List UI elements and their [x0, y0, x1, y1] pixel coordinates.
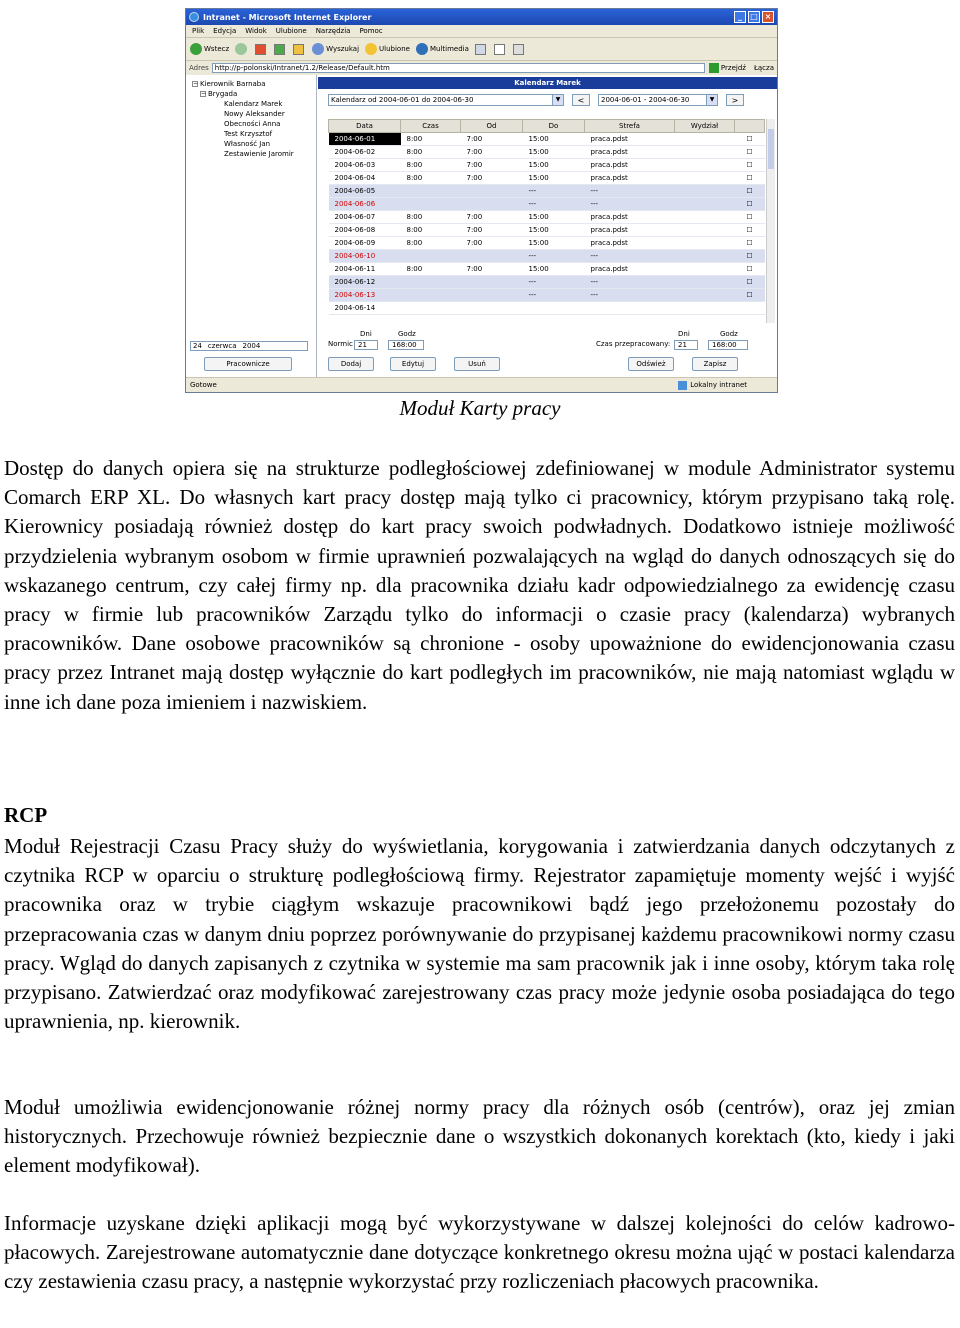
- norm-days-label: Dni: [360, 330, 372, 338]
- chevron-down-icon[interactable]: ▼: [706, 95, 717, 105]
- cell-time: [401, 289, 461, 302]
- cell-zone: praca.pdst: [585, 237, 675, 250]
- refresh-button[interactable]: [274, 44, 287, 55]
- toolbar: [186, 38, 777, 61]
- browser-screenshot: [185, 8, 778, 393]
- norm-hours-label: Godz: [398, 330, 416, 338]
- back-button[interactable]: Wstecz: [190, 43, 229, 55]
- table-row[interactable]: [329, 159, 765, 172]
- address-label: Adres: [189, 64, 209, 72]
- cell-date: 2004-06-10: [329, 250, 401, 263]
- cell-department: [675, 263, 735, 276]
- cell-to: ---: [523, 289, 585, 302]
- tree-item[interactable]: Obecności Anna: [224, 120, 281, 128]
- stop-button[interactable]: [255, 44, 268, 55]
- collapse-icon[interactable]: −: [193, 80, 199, 87]
- cell-date: 2004-06-11: [329, 263, 401, 276]
- date-picker[interactable]: [190, 341, 308, 351]
- search-icon: [312, 43, 324, 55]
- cell-time: [401, 276, 461, 289]
- table-row[interactable]: [329, 146, 765, 159]
- cell-time: 8:00: [401, 146, 461, 159]
- menu-edit[interactable]: Edycja: [213, 27, 237, 35]
- cell-department: [675, 289, 735, 302]
- row-checkbox[interactable]: ☐: [735, 146, 765, 159]
- menu-view[interactable]: Widok: [245, 27, 267, 35]
- address-bar: [186, 61, 777, 76]
- cell-department: [675, 133, 735, 146]
- search-button[interactable]: Wyszukaj: [312, 43, 359, 55]
- go-arrow-icon: [709, 63, 719, 73]
- table-row[interactable]: [329, 250, 765, 263]
- row-checkbox[interactable]: ☐: [735, 133, 765, 146]
- work-days-label: Dni: [678, 330, 690, 338]
- col-check: [735, 120, 765, 133]
- cell-date: 2004-06-05: [329, 185, 401, 198]
- go-button[interactable]: Przejdź: [709, 63, 746, 73]
- cell-department: [675, 211, 735, 224]
- cell-from: 7:00: [461, 133, 523, 146]
- cell-zone: praca.pdst: [585, 146, 675, 159]
- cell-time: 8:00: [401, 211, 461, 224]
- cell-from: 7:00: [461, 146, 523, 159]
- tree-item[interactable]: Zestawienie Jaromir: [224, 150, 294, 158]
- col-from[interactable]: Od: [461, 120, 523, 133]
- cell-department: [675, 250, 735, 263]
- cell-zone: ---: [585, 185, 675, 198]
- row-checkbox[interactable]: ☐: [735, 211, 765, 224]
- cell-from: [461, 185, 523, 198]
- forward-icon: [235, 43, 247, 55]
- employee-tree: [192, 79, 316, 159]
- cell-to: 15:00: [523, 159, 585, 172]
- cell-to: 15:00: [523, 211, 585, 224]
- row-checkbox[interactable]: ☐: [735, 159, 765, 172]
- cell-department: [675, 198, 735, 211]
- row-checkbox[interactable]: ☐: [735, 276, 765, 289]
- table-header: [329, 120, 765, 133]
- row-checkbox[interactable]: ☐: [735, 250, 765, 263]
- cell-zone: ---: [585, 198, 675, 211]
- links-label[interactable]: Łącza: [753, 64, 774, 72]
- action-buttons: [328, 357, 768, 371]
- status-text: Gotowe: [190, 381, 217, 389]
- cell-date: 2004-06-14: [329, 302, 401, 315]
- calendar-header: Kalendarz Marek: [318, 77, 777, 89]
- col-time[interactable]: Czas: [401, 120, 461, 133]
- zone-indicator: Lokalny intranet: [678, 381, 747, 390]
- cell-to: 15:00: [523, 263, 585, 276]
- row-checkbox[interactable]: ☐: [735, 237, 765, 250]
- cell-zone: praca.pdst: [585, 159, 675, 172]
- range-bar: [328, 93, 768, 107]
- cell-to: 15:00: [523, 224, 585, 237]
- menu-file[interactable]: Plik: [192, 27, 205, 35]
- scrollbar-thumb[interactable]: [768, 129, 774, 169]
- col-zone[interactable]: Strefa: [585, 120, 675, 133]
- cell-to: 15:00: [523, 146, 585, 159]
- norm-hours-field: 168:00: [388, 340, 424, 350]
- table-row[interactable]: [329, 198, 765, 211]
- table-row[interactable]: [329, 289, 765, 302]
- cell-date: 2004-06-12: [329, 276, 401, 289]
- cell-time: 8:00: [401, 172, 461, 185]
- employees-button[interactable]: Pracownicze: [204, 357, 292, 371]
- cell-date: 2004-06-04: [329, 172, 401, 185]
- cell-to: 15:00: [523, 133, 585, 146]
- date-day: 24: [193, 342, 202, 350]
- next-button[interactable]: >: [726, 94, 744, 106]
- cell-date: 2004-06-06: [329, 198, 401, 211]
- cell-from: 7:00: [461, 159, 523, 172]
- table-row[interactable]: [329, 276, 765, 289]
- row-checkbox[interactable]: ☐: [735, 198, 765, 211]
- tree-root[interactable]: − Kierownik Barnaba: [193, 80, 266, 88]
- chevron-down-icon[interactable]: ▼: [552, 95, 563, 105]
- save-button[interactable]: Zapisz: [692, 357, 738, 371]
- calendar-table: [328, 119, 765, 315]
- cell-department: [675, 237, 735, 250]
- cell-department: [675, 159, 735, 172]
- cell-to: ---: [523, 250, 585, 263]
- title-bar: [186, 9, 777, 25]
- cell-zone: ---: [585, 276, 675, 289]
- cell-time: [401, 185, 461, 198]
- row-checkbox[interactable]: ☐: [735, 172, 765, 185]
- row-checkbox[interactable]: ☐: [735, 185, 765, 198]
- cell-time: 8:00: [401, 159, 461, 172]
- tree-item[interactable]: Kalendarz Marek: [224, 100, 283, 108]
- cell-date: 2004-06-01: [329, 133, 401, 146]
- forward-button[interactable]: [235, 43, 249, 55]
- cell-time: 8:00: [401, 263, 461, 276]
- cell-department: [675, 276, 735, 289]
- cell-date: 2004-06-08: [329, 224, 401, 237]
- cell-to: 15:00: [523, 237, 585, 250]
- norm-label: Normic: [328, 340, 353, 348]
- cell-department: [675, 172, 735, 185]
- summary-panel: [328, 330, 768, 350]
- cell-from: [461, 198, 523, 211]
- cell-zone: ---: [585, 250, 675, 263]
- cell-from: [461, 289, 523, 302]
- mail-button[interactable]: [494, 44, 507, 55]
- media-icon: [416, 43, 428, 55]
- row-checkbox[interactable]: ☐: [735, 224, 765, 237]
- ie-icon: [189, 12, 199, 22]
- col-department[interactable]: Wydział: [675, 120, 735, 133]
- table-row[interactable]: [329, 185, 765, 198]
- cell-from: [461, 276, 523, 289]
- maximize-icon[interactable]: □: [748, 11, 760, 23]
- cell-department: [675, 146, 735, 159]
- cell-to: 15:00: [523, 172, 585, 185]
- cell-from: 7:00: [461, 237, 523, 250]
- cell-to: ---: [523, 185, 585, 198]
- work-hours-label: Godz: [720, 330, 738, 338]
- cell-time: [401, 302, 461, 315]
- tree-group[interactable]: − Brygada: [201, 90, 238, 98]
- cell-date: 2004-06-02: [329, 146, 401, 159]
- home-button[interactable]: [293, 44, 306, 55]
- work-days-field: 21: [674, 340, 698, 350]
- cell-from: 7:00: [461, 224, 523, 237]
- table-scrollbar[interactable]: [766, 119, 775, 323]
- favorites-button[interactable]: Ulubione: [365, 43, 410, 55]
- history-icon: [475, 44, 486, 55]
- cell-zone: praca.pdst: [585, 263, 675, 276]
- menu-tools[interactable]: Narzędzia: [315, 27, 351, 35]
- cell-date: 2004-06-09: [329, 237, 401, 250]
- menu-favorites[interactable]: Ulubione: [275, 27, 307, 35]
- mail-icon: [494, 44, 505, 55]
- cell-zone: ---: [585, 289, 675, 302]
- home-icon: [293, 44, 304, 55]
- minimize-icon[interactable]: _: [734, 11, 746, 23]
- cell-date: 2004-06-13: [329, 289, 401, 302]
- col-to[interactable]: Do: [523, 120, 585, 133]
- table-row[interactable]: [329, 237, 765, 250]
- print-button[interactable]: [513, 44, 526, 55]
- edit-button[interactable]: Edytuj: [390, 357, 436, 371]
- media-button[interactable]: Multimedia: [416, 43, 469, 55]
- cell-from: [461, 302, 523, 315]
- paragraph-rcp: Moduł Rejestracji Czasu Pracy służy do wyświetlania, korygowania i zatwierdzania danych odczytanych z czytnika RCP w oparciu o strukturę podległościową firmy. Rejestrator zapamiętuje momenty wejść i wyjść pracownika oraz w trybie ciągłym wskazuje pracownikowi bądź jego przełożonemu pozostały do przepracowania czas w danym dniu poprzez porównywanie do przypisanej każdemu pracownikowi normy czasu pracy. Wgląd do danych zapisanych z czytnika w systemie ma sam pracownik jak i inne osoby, którym taka rolę przypisano. Zatwierdzać oraz modyfikować zarejestrowany czas pracy może jedynie osoba posiadająca do tego uprawnienia, np. kierownik.: [4, 834, 955, 1034]
- cell-department: [675, 302, 735, 315]
- cell-to: ---: [523, 198, 585, 211]
- star-icon: [365, 43, 377, 55]
- table-row[interactable]: [329, 133, 765, 146]
- cell-from: 7:00: [461, 263, 523, 276]
- date-month: czerwca: [207, 342, 237, 350]
- cell-zone: praca.pdst: [585, 133, 675, 146]
- table-row[interactable]: [329, 263, 765, 276]
- cell-department: [675, 185, 735, 198]
- stop-icon: [255, 44, 266, 55]
- cell-time: 8:00: [401, 133, 461, 146]
- refresh-data-button[interactable]: Odśwież: [628, 357, 674, 371]
- cell-zone: praca.pdst: [585, 224, 675, 237]
- date-range-select[interactable]: 2004-06-01 - 2004-06-30 ▼: [598, 94, 718, 106]
- range-select[interactable]: Kalendarz od 2004-06-01 do 2004-06-30 ▼: [328, 94, 564, 106]
- page-content: [186, 75, 777, 377]
- row-checkbox[interactable]: ☐: [735, 289, 765, 302]
- figure-caption: Moduł Karty pracy: [399, 396, 561, 420]
- back-icon: [190, 43, 202, 55]
- table-row[interactable]: [329, 224, 765, 237]
- cell-zone: praca.pdst: [585, 172, 675, 185]
- row-checkbox[interactable]: ☐: [735, 263, 765, 276]
- calendar-pane: [318, 75, 777, 377]
- cell-from: [461, 250, 523, 263]
- row-checkbox[interactable]: [735, 302, 765, 315]
- norm-days-field: 21: [354, 340, 378, 350]
- cell-zone: [585, 302, 675, 315]
- work-hours-field: 168:00: [708, 340, 748, 350]
- paragraph-usage: Informacje uzyskane dzięki aplikacji mogą być wykorzystywane w dalszej kolejności do celów kadrowo-płacowych. Zarejestrowane automatycznie dane dotyczące konkretnego okresu można ująć w postaci kalendarza czy zestawienia czasu pracy, a następnie wykorzystać przy rozliczeniach płacowych pracownika.: [4, 1211, 955, 1294]
- cell-date: 2004-06-07: [329, 211, 401, 224]
- table-row[interactable]: [329, 302, 765, 315]
- cell-to: ---: [523, 276, 585, 289]
- tree-item[interactable]: Nowy Aleksander: [224, 110, 285, 118]
- tree-item[interactable]: Własność Jan: [224, 140, 271, 148]
- cell-time: 8:00: [401, 224, 461, 237]
- prev-button[interactable]: <: [572, 94, 590, 106]
- section-heading-rcp: RCP: [4, 803, 48, 827]
- cell-to: [523, 302, 585, 315]
- cell-time: 8:00: [401, 237, 461, 250]
- date-year: 2004: [242, 342, 261, 350]
- history-button[interactable]: [475, 44, 488, 55]
- cell-department: [675, 224, 735, 237]
- paragraph-access: Dostęp do danych opiera się na strukturze podległościowej zdefiniowanej w module Administrator systemu Comarch ERP XL. Do własnych kart pracy dostęp mają tylko ci pracownicy, którym przypisano taką rolę. Kierownicy posiadają również dostęp do kart pracy swoich podwładnych. Dodatkowo istnieje możliwość przydzielenia wybranym osobom w firmie uprawnień pozwalających na wgląd do danych odnoszących się do wskazanego centrum, czy całej firmy np. dla pracownika działu kadr odpowiedzialnego za ewidencję czasu pracy w firmie lub pracowników Zarządu tylko do informacji o czasie pracy (kalendarza) wybranych pracowników. Dane osobowe pracowników są chronione - osoby upoważnione do ewidencjonowania czasu pracy przez Intranet mają dostęp wyłącznie do kart podległych im pracowników, nie mają natomiast wglądu w inne ich dane poza imieniem i nazwiskiem.: [4, 456, 955, 714]
- menu-bar: [186, 25, 777, 38]
- menu-help[interactable]: Pomoc: [359, 27, 383, 35]
- add-button[interactable]: Dodaj: [328, 357, 374, 371]
- window-title: Intranet - Microsoft Internet Explorer: [203, 12, 372, 22]
- close-icon[interactable]: ×: [762, 11, 774, 23]
- intranet-icon: [678, 381, 687, 390]
- col-date[interactable]: Data: [329, 120, 401, 133]
- cell-from: 7:00: [461, 172, 523, 185]
- cell-from: 7:00: [461, 211, 523, 224]
- table-row[interactable]: [329, 211, 765, 224]
- cell-time: [401, 250, 461, 263]
- printer-icon: [513, 44, 524, 55]
- left-pane: [186, 75, 317, 377]
- cell-zone: praca.pdst: [585, 211, 675, 224]
- delete-button[interactable]: Usuń: [454, 357, 500, 371]
- refresh-icon: [274, 44, 285, 55]
- collapse-icon[interactable]: −: [201, 90, 207, 97]
- worktime-label: Czas przepracowany:: [596, 340, 671, 348]
- tree-item[interactable]: Test Krzysztof: [224, 130, 273, 138]
- cell-date: 2004-06-03: [329, 159, 401, 172]
- paragraph-norms: Moduł umożliwia ewidencjonowanie różnej normy pracy dla różnych osób (centrów), oraz jej zmian historycznych. Przechowuje również bezpiecznie dane o wszystkich dokonanych korektach (kto, kiedy i jaki element modyfikował).: [4, 1095, 955, 1178]
- cell-time: [401, 198, 461, 211]
- status-bar: [186, 377, 777, 392]
- table-row[interactable]: [329, 172, 765, 185]
- address-input[interactable]: http://p-polonski/Intranet/1.2/Release/Default.htm: [212, 63, 705, 73]
